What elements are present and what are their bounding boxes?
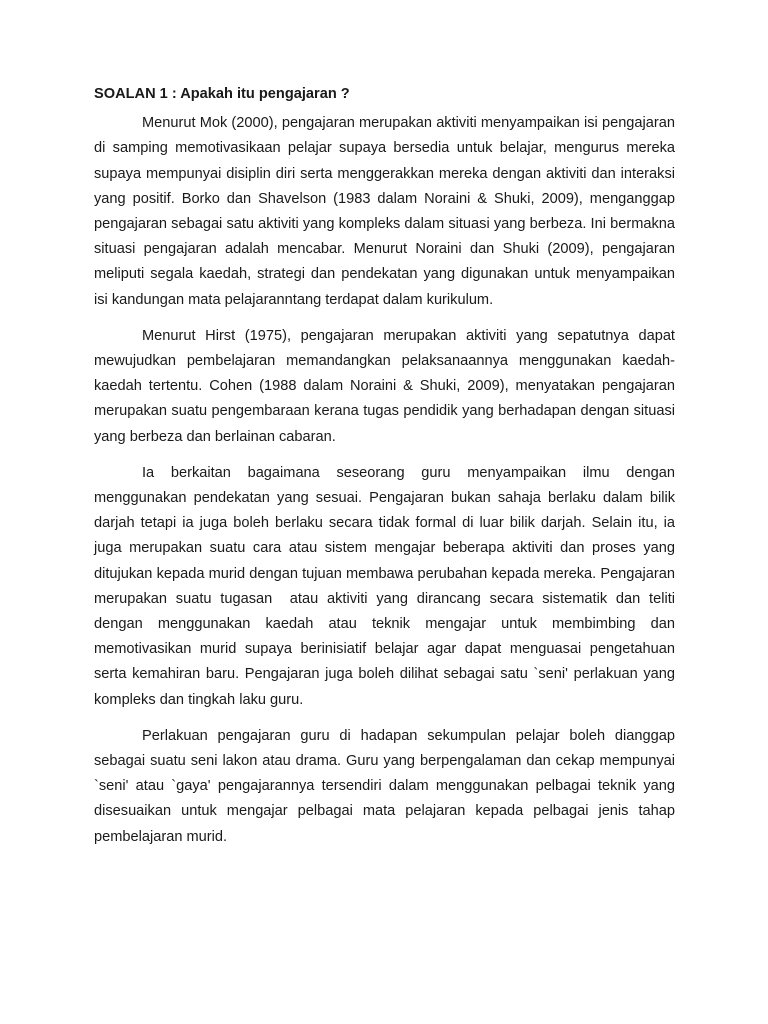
paragraph-1: Menurut Mok (2000), pengajaran merupakan aktiviti menyampaikan isi pengajaran di samping memotivasikaan pelajar supaya bersedia untuk belajar, mengurus mereka supaya mempunyai disiplin diri serta menggerakkan mereka dengan aktiviti dan interaksi yang positif. Borko dan Shavelson (1983 dalam Noraini & Shuki, 2009), menganggap pengajaran sebagai satu aktiviti yang kompleks dalam situasi yang berbeza. Ini bermakna situasi pengajaran adalah mencabar. Menurut Noraini dan Shuki (2009), pengajaran meliputi segala kaedah, strategi dan pendekatan yang digunakan untuk menyampaikan isi kandungan mata pelajaranntang terdapat dalam kurikulum. — [94, 115, 680, 308]
question-heading: SOALAN 1 : Apakah itu pengajaran ? — [94, 86, 350, 102]
document-page — [94, 82, 680, 861]
paragraph-2: Menurut Hirst (1975), pengajaran merupakan aktiviti yang sepatutnya dapat mewujudkan pembelajaran memandangkan pelaksanaannya menggunakan kaedah-kaedah tertentu. Cohen (1988 dalam Noraini & Shuki, 2009), menyatakan pengajaran merupakan suatu pengembaraan kerana tugas pendidik yang berhadapan dengan situasi yang berbeza dan berlainan cabaran. — [94, 327, 680, 445]
paragraph-4: Perlakuan pengajaran guru di hadapan sekumpulan pelajar boleh dianggap sebagai suatu seni lakon atau drama. Guru yang berpengalaman dan cekap mempunyai `seni' atau `gaya' pengajarannya tersendiri dalam menggunakan pelbagai teknik yang disesuaikan untuk mengajar pelbagai mata pelajaran kepada pelbagai jenis tahap pembelajaran murid. — [94, 727, 680, 845]
paragraph-3: Ia berkaitan bagaimana seseorang guru menyampaikan ilmu dengan menggunakan pendekatan yang sesuai. Pengajaran bukan sahaja berlaku dalam bilik darjah tetapi ia juga boleh berlaku secara tidak formal di luar bilik darjah. Selain itu, ia juga merupakan suatu cara atau sistem mengajar beberapa aktiviti dan proses yang ditujukan kepada murid dengan tujuan membawa perubahan kepada mereka. Pengajaran merupakan suatu tugasan atau aktiviti yang dirancang secara sistematik dan teliti dengan menggunakan kaedah atau teknik mengajar untuk membimbing dan memotivasikan murid supaya berinisiatif belajar agar dapat menguasai pengetahuan serta kemahiran baru. Pengajaran juga boleh dilihat sebagai satu `seni' perlakuan yang kompleks dan tingkah laku guru. — [94, 464, 680, 708]
